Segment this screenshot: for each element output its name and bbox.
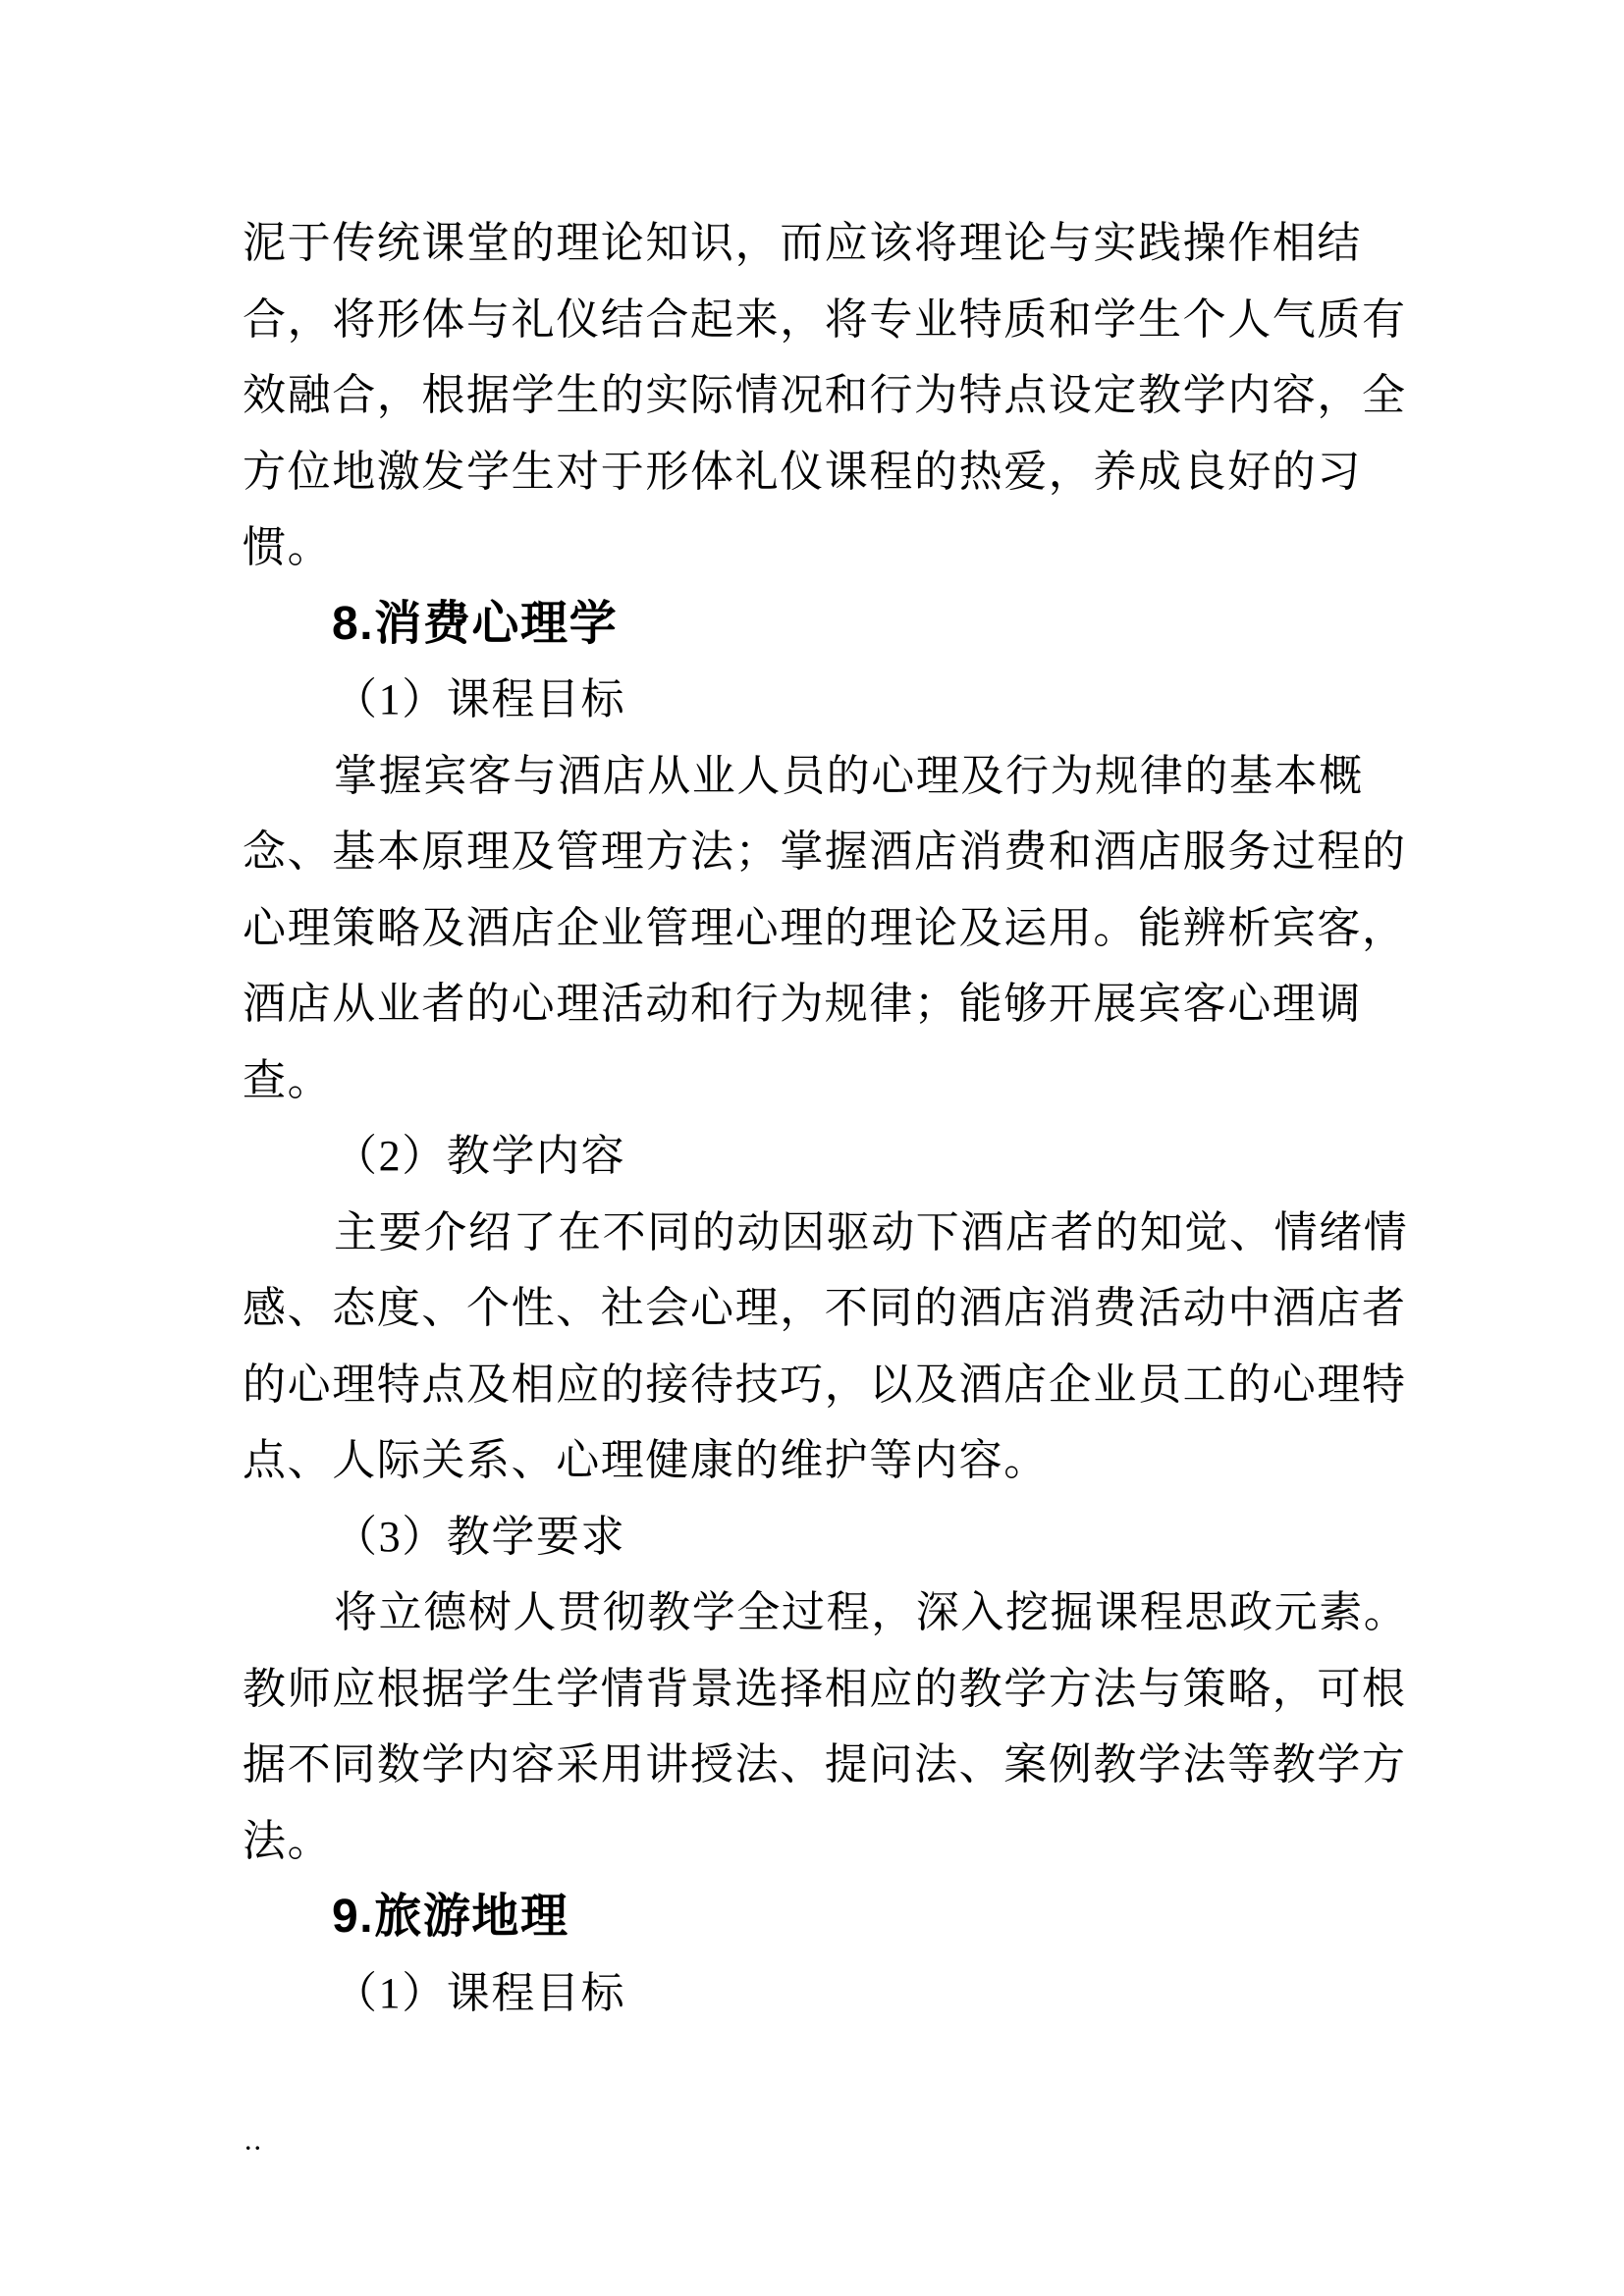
text-line: 合，将形体与礼仪结合起来，将专业特质和学生个人气质有 bbox=[243, 294, 1407, 344]
text-line: 的心理特点及相应的接待技巧，以及酒店企业员工的心理特 bbox=[243, 1360, 1407, 1409]
text-line: 泥于传统课堂的理论知识，而应该将理论与实践操作相结 bbox=[243, 219, 1362, 267]
text-line: 念、基本原理及管理方法；掌握酒店消费和酒店服务过程的 bbox=[243, 828, 1407, 876]
text-line: 查。 bbox=[243, 1055, 333, 1104]
text-line: 教师应根据学生学情背景选择相应的教学方法与策略，可根 bbox=[243, 1664, 1407, 1713]
text-line: 掌握宾客与酒店从业人员的心理及行为规律的基本概 bbox=[334, 751, 1364, 800]
text-line: 惯。 bbox=[243, 523, 333, 571]
text-line: 法。 bbox=[243, 1816, 333, 1865]
text-line: 将立德树人贯彻教学全过程，深入挖掘课程思政元素。 bbox=[334, 1588, 1409, 1636]
text-line: 酒店从业者的心理活动和行为规律；能够开展宾客心理调 bbox=[243, 980, 1362, 1028]
text-line: 据不同数学内容采用讲授法、提问法、案例教学法等教学方 bbox=[243, 1740, 1407, 1789]
text-line: 主要介绍了在不同的动因驱动下酒店者的知觉、情绪情 bbox=[334, 1207, 1409, 1256]
text-line: 感、态度、个性、社会心理，不同的酒店消费活动中酒店者 bbox=[243, 1284, 1407, 1332]
section-heading: 8.消费心理学 bbox=[332, 597, 619, 650]
text-line: （1）课程目标 bbox=[334, 675, 626, 723]
text-line: 效融合，根据学生的实际情况和行为特点设定教学内容，全 bbox=[243, 371, 1407, 419]
text-line: 方位地激发学生对于形体礼仪课程的热爱，养成良好的习 bbox=[243, 447, 1362, 496]
text-line: 心理策略及酒店企业管理心理的理论及运用。能辨析宾客， bbox=[243, 903, 1407, 952]
text-line: 点、人际关系、心理健康的维护等内容。 bbox=[243, 1436, 1049, 1484]
text-line: （3）教学要求 bbox=[334, 1512, 626, 1561]
footer-mark: .. bbox=[245, 2130, 264, 2155]
page-body-text bbox=[243, 205, 1409, 2031]
section-heading: 9.旅游地理 bbox=[332, 1891, 569, 1943]
text-line: （1）课程目标 bbox=[334, 1968, 626, 2017]
text-line: （2）教学内容 bbox=[334, 1132, 626, 1180]
